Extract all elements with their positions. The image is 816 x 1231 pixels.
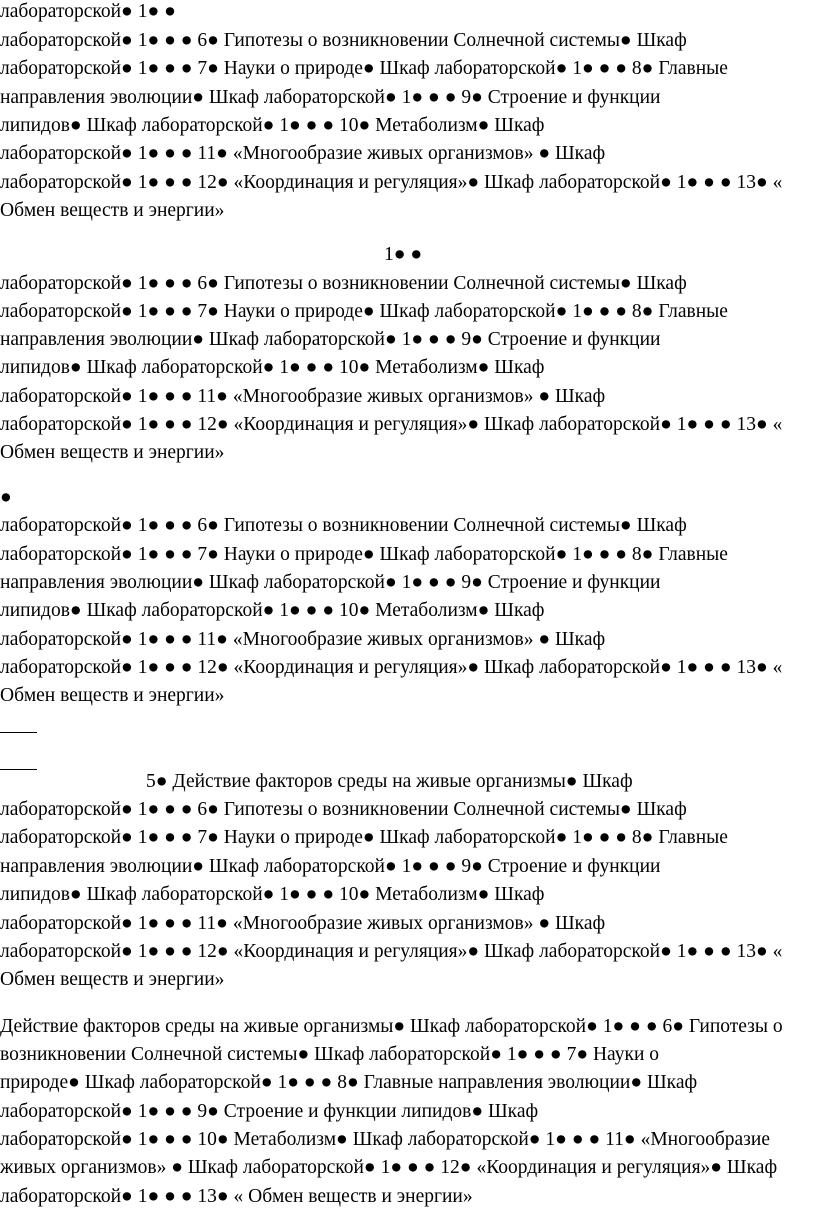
section1-line-4: направления эволюции● Шкаф лабораторской● 1● ● ● 9● Строение и функции <box>0 87 661 108</box>
section5-line-4: лабораторской● 1● ● ● 9● Строение и функции липидов● Шкаф <box>0 1101 539 1122</box>
section1-line-2: лабораторской● 1● ● ● 6● Гипотезы о возникновении Солнечной системы● Шкаф <box>0 30 687 51</box>
section3-line-2: лабораторской● 1● ● ● 7● Науки о природе● Шкаф лабораторской● 1● ● ● 8● Главные <box>0 544 728 565</box>
section1-line-1: лабораторской● 1● ● <box>0 1 176 22</box>
section3-line-3: направления эволюции● Шкаф лабораторской● 1● ● ● 9● Строение и функции <box>0 572 661 593</box>
section1-line-5: липидов● Шкаф лабораторской● 1● ● ● 10● Метаболизм● Шкаф <box>0 115 545 136</box>
section4-line-5: лабораторской● 1● ● ● 11● «Многообразие живых организмов» ● Шкаф <box>0 913 606 934</box>
section2-line-1: лабораторской● 1● ● ● 6● Гипотезы о возникновении Солнечной системы● Шкаф <box>0 273 687 294</box>
section2-line-5: лабораторской● 1● ● ● 11● «Многообразие живых организмов» ● Шкаф <box>0 386 606 407</box>
section4-line-6: лабораторской● 1● ● ● 12● «Координация и регуляция»● Шкаф лабораторской● 1● ● ● 13● « <box>0 941 783 962</box>
section2-line-4: липидов● Шкаф лабораторской● 1● ● ● 10● Метаболизм● Шкаф <box>0 357 545 378</box>
section5-line-2: возникновении Солнечной системы● Шкаф лабораторской● 1● ● ● 7● Науки о <box>0 1044 660 1065</box>
section5-line-3: природе● Шкаф лабораторской● 1● ● ● 8● Главные направления эволюции● Шкаф <box>0 1072 698 1093</box>
section4-line-4: липидов● Шкаф лабораторской● 1● ● ● 10● Метаболизм● Шкаф <box>0 884 545 905</box>
section5-line-5: лабораторской● 1● ● ● 10● Метаболизм● Шкаф лабораторской● 1● ● ● 11● «Многообразие <box>0 1129 770 1150</box>
section5-line-6: живых организмов» ● Шкаф лабораторской● 1● ● ● 12● «Координация и регуляция»● Шкаф <box>0 1157 778 1178</box>
separator-rule-1 <box>0 732 37 733</box>
section2-line-2: лабораторской● 1● ● ● 7● Науки о природе● Шкаф лабораторской● 1● ● ● 8● Главные <box>0 301 728 322</box>
section5-line-1: Действие факторов среды на живые организмы● Шкаф лабораторской● 1● ● ● 6● Гипотезы о <box>0 1016 783 1037</box>
section2-heading: 1● ● <box>384 244 423 265</box>
separator-rule-2 <box>0 769 37 770</box>
section4-line-7: Обмен веществ и энергии» <box>0 969 225 990</box>
section5-line-7: лабораторской● 1● ● ● 13● « Обмен веществ и энергии» <box>0 1186 473 1207</box>
section2-line-7: Обмен веществ и энергии» <box>0 442 225 463</box>
section2-line-3: направления эволюции● Шкаф лабораторской● 1● ● ● 9● Строение и функции <box>0 329 661 350</box>
section3-heading: ● <box>0 487 12 508</box>
section3-line-1: лабораторской● 1● ● ● 6● Гипотезы о возникновении Солнечной системы● Шкаф <box>0 515 687 536</box>
section3-line-4: липидов● Шкаф лабораторской● 1● ● ● 10● Метаболизм● Шкаф <box>0 600 545 621</box>
section4-line-3: направления эволюции● Шкаф лабораторской● 1● ● ● 9● Строение и функции <box>0 856 661 877</box>
section1-line-3: лабораторской● 1● ● ● 7● Науки о природе● Шкаф лабораторской● 1● ● ● 8● Главные <box>0 58 728 79</box>
section1-line-6: лабораторской● 1● ● ● 11● «Многообразие живых организмов» ● Шкаф <box>0 143 606 164</box>
section3-line-6: лабораторской● 1● ● ● 12● «Координация и регуляция»● Шкаф лабораторской● 1● ● ● 13● « <box>0 657 783 678</box>
section3-line-5: лабораторской● 1● ● ● 11● «Многообразие живых организмов» ● Шкаф <box>0 629 606 650</box>
section1-line-7: лабораторской● 1● ● ● 12● «Координация и регуляция»● Шкаф лабораторской● 1● ● ● 13● « <box>0 172 783 193</box>
section1-line-8: Обмен веществ и энергии» <box>0 200 225 221</box>
section4-line-1: лабораторской● 1● ● ● 6● Гипотезы о возникновении Солнечной системы● Шкаф <box>0 799 687 820</box>
section4-line-2: лабораторской● 1● ● ● 7● Науки о природе● Шкаф лабораторской● 1● ● ● 8● Главные <box>0 827 728 848</box>
section2-line-6: лабораторской● 1● ● ● 12● «Координация и регуляция»● Шкаф лабораторской● 1● ● ● 13● « <box>0 414 783 435</box>
section3-line-7: Обмен веществ и энергии» <box>0 685 225 706</box>
section4-heading: 5● Действие факторов среды на живые организмы● Шкаф <box>146 771 633 792</box>
